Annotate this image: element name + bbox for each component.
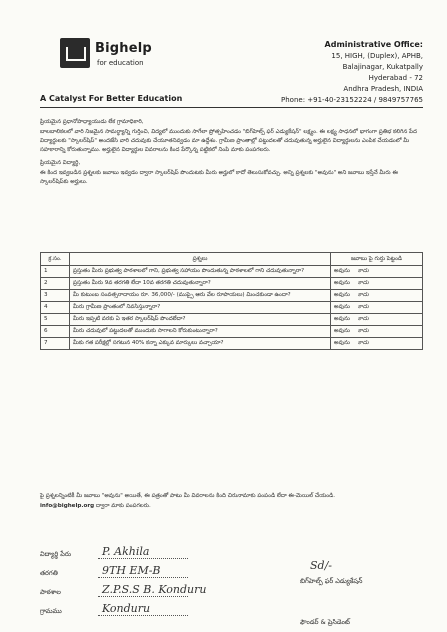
tagline: A Catalyst For Better Education xyxy=(40,94,183,103)
student-details xyxy=(40,546,423,622)
handwritten-mark: కాదు xyxy=(357,268,369,274)
field-line xyxy=(98,615,188,616)
row-number: 5 xyxy=(41,314,70,326)
row-question: మీ కుటుంబ సంవత్సరాదాయం రూ. 36,000/- (ముప్పై ఆరు వేల రూపాయలు) మించకుండా ఉందా? xyxy=(70,290,331,302)
eligibility-table xyxy=(40,252,423,350)
email-address: info@bighelp.org xyxy=(40,503,95,509)
row-number: 6 xyxy=(41,326,70,338)
row-answer xyxy=(331,326,423,338)
handwritten-mark: కాదు xyxy=(357,280,369,286)
office-line: 15, HIGH, (Duplex), APHB, xyxy=(331,52,423,60)
salutation: ప్రియమైన ప్రధానోపాధ్యాయుడు లేక గ్రామాధికారి, xyxy=(40,119,144,125)
signature-title: ఫౌండర్ & ప్రెసిడెంట్ xyxy=(300,618,350,626)
student-salutation: ప్రియమైన విద్యార్థి, xyxy=(40,160,81,166)
handwritten-mark: కాదు xyxy=(357,304,369,310)
office-title: Administrative Office: xyxy=(324,40,423,49)
answer-yes: అవును xyxy=(334,292,350,298)
field-value: Konduru xyxy=(102,602,151,615)
handwritten-mark: కాదు xyxy=(357,316,369,322)
field-label: తరగతి xyxy=(40,569,58,577)
bighelp-logo-icon xyxy=(60,38,90,68)
answer-yes: అవును xyxy=(334,280,350,286)
office-line: Balajinagar, Kukatpally xyxy=(342,63,423,71)
field-label: పాఠశాల xyxy=(40,588,61,596)
email-line xyxy=(40,502,423,511)
row-question: ప్రస్తుతం మీరు ప్రభుత్వ పాఠశాలలో గాని, ప్రభుత్వ సహాయం పొందుతున్న పాఠశాలలో గాని చదువుతున్నారా? xyxy=(70,266,331,278)
field-value: P. Akhila xyxy=(102,545,150,558)
handwritten-mark: కాదు xyxy=(357,292,369,298)
office-address xyxy=(253,39,423,106)
answer-yes: అవును xyxy=(334,340,350,346)
answer-yes: అవును xyxy=(334,304,350,310)
table-row xyxy=(41,338,423,350)
field-value: Z.P.S.S B. Konduru xyxy=(102,583,207,596)
answer-yes: అవును xyxy=(334,268,350,274)
row-answer xyxy=(331,266,423,278)
table-row xyxy=(41,302,423,314)
office-line: Andhra Pradesh, INDIA xyxy=(343,85,423,93)
row-number: 1 xyxy=(41,266,70,278)
col-header-answer: జవాబు పై గుర్తు పెట్టండి xyxy=(331,253,423,266)
row-number: 7 xyxy=(41,338,70,350)
field-row xyxy=(40,603,423,622)
email-note: ద్వారా మాకు పంపగలరు. xyxy=(95,503,151,509)
answer-yes: అవును xyxy=(334,316,350,322)
row-question: ప్రస్తుతం మీరు 9వ తరగతి లేదా 10వ తరగతి చదువుతున్నారా? xyxy=(70,278,331,290)
handwritten-mark: కాదు xyxy=(357,340,369,346)
letter-body xyxy=(40,118,423,188)
signature-org: బిగ్‌హెల్ప్ ఫర్ ఎడ్యుకేషన్ xyxy=(300,577,363,585)
field-label: విద్యార్థి పేరు xyxy=(40,550,72,558)
row-number: 2 xyxy=(41,278,70,290)
row-answer xyxy=(331,314,423,326)
row-answer xyxy=(331,302,423,314)
answer-yes: అవును xyxy=(334,328,350,334)
field-label: గ్రామము xyxy=(40,607,62,615)
brand-subtitle: for education xyxy=(97,59,144,67)
table-row xyxy=(41,278,423,290)
eligibility-table-wrap xyxy=(40,252,423,350)
row-question: మీరు చదువులో పట్టుదలతో ముందుకు సాగాలని కోరుకుంటున్నారా? xyxy=(70,326,331,338)
instructions-paragraph: ఈ కింద ఇవ్వబడిన ప్రశ్నలకు జవాబు ఇవ్వడం ద్వారా స్కాలర్‌షిప్‌ పొందుటకు మీరు అర్హులో కాదో తెలుసుకోవచ్చు. అన్ని ప్రశ్నలకు "అవును" అని జవాబు ఇస్తేనే మీరు ఈ స్కాలర్‌షిప్‌కు అర్హులు. xyxy=(40,170,398,185)
handwritten-mark: కాదు xyxy=(357,328,369,334)
table-row xyxy=(41,326,423,338)
row-number: 3 xyxy=(41,290,70,302)
signature-mark: Sd/- xyxy=(310,559,332,572)
row-number: 4 xyxy=(41,302,70,314)
closing-paragraph: పై ప్రశ్నలన్నింటికీ మీ జవాబు "అవును" అయితే, ఈ పత్రంతో పాటు మీ వివరాలను కింది చిరునామాకు పంపండి లేదా ఈ-మెయిల్ చేయండి. xyxy=(40,493,336,499)
field-row xyxy=(40,584,423,603)
office-line: Hyderabad - 72 xyxy=(368,74,423,82)
intro-paragraph: బాలబాలికలలో వారి నిజమైన సామర్థ్యాన్ని గుర్తించి, విద్యలో ముందుకు సాగేలా ప్రోత్సహించడం "బిగ్‌హెల్ప్ ఫర్ ఎడ్యుకేషన్" లక్ష్యం. ఈ లక్ష్య సాధనలో భాగంగా ప్రతిభ కలిగిన పేద విద్యార్థులకు "స్కాలర్‌షిప్" అందజేసి వారి చదువుకు చేయూతనివ్వడం మా ఉద్దేశం. గ్రామీణ ప్రాంతాల్లో పట్టుదలతో చదువుతున్న అర్హులైన విద్యార్థులను ఎంపిక చేయడంలో మీ సహకారాన్ని కోరుతున్నాము. అర్హులైన విద్యార్థుల వివరాలను కింద పేర్కొన్న పట్టికలో నింపి మాకు పంపగలరు. xyxy=(40,129,417,153)
col-header-number: క్ర.సం. xyxy=(41,253,70,266)
row-question: మీరు ఇప్పటి వరకు ఏ ఇతర స్కాలర్‌షిప్ పొందలేదా? xyxy=(70,314,331,326)
table-row xyxy=(41,290,423,302)
row-question: మీరు గ్రామీణ ప్రాంతంలో నివసిస్తున్నారా? xyxy=(70,302,331,314)
field-line xyxy=(98,558,188,559)
table-row xyxy=(41,266,423,278)
table-row xyxy=(41,314,423,326)
field-line xyxy=(98,577,188,578)
table-header-row xyxy=(41,253,423,266)
field-row xyxy=(40,565,423,584)
row-question: మీకు గత పరీక్షల్లో సగటున 40% కన్నా ఎక్కువ మార్కులు వచ్చాయా? xyxy=(70,338,331,350)
row-answer xyxy=(331,338,423,350)
row-answer xyxy=(331,278,423,290)
col-header-question: ప్రశ్నలు xyxy=(70,253,331,266)
office-phone: Phone: +91-40-23152224 / 9849757765 xyxy=(281,96,423,104)
closing-text xyxy=(40,492,423,512)
field-row xyxy=(40,546,423,565)
brand-name: Bighelp xyxy=(95,41,152,56)
header-divider xyxy=(40,107,423,108)
field-line xyxy=(98,596,188,597)
row-answer xyxy=(331,290,423,302)
field-value: 9TH EM-B xyxy=(102,564,161,577)
